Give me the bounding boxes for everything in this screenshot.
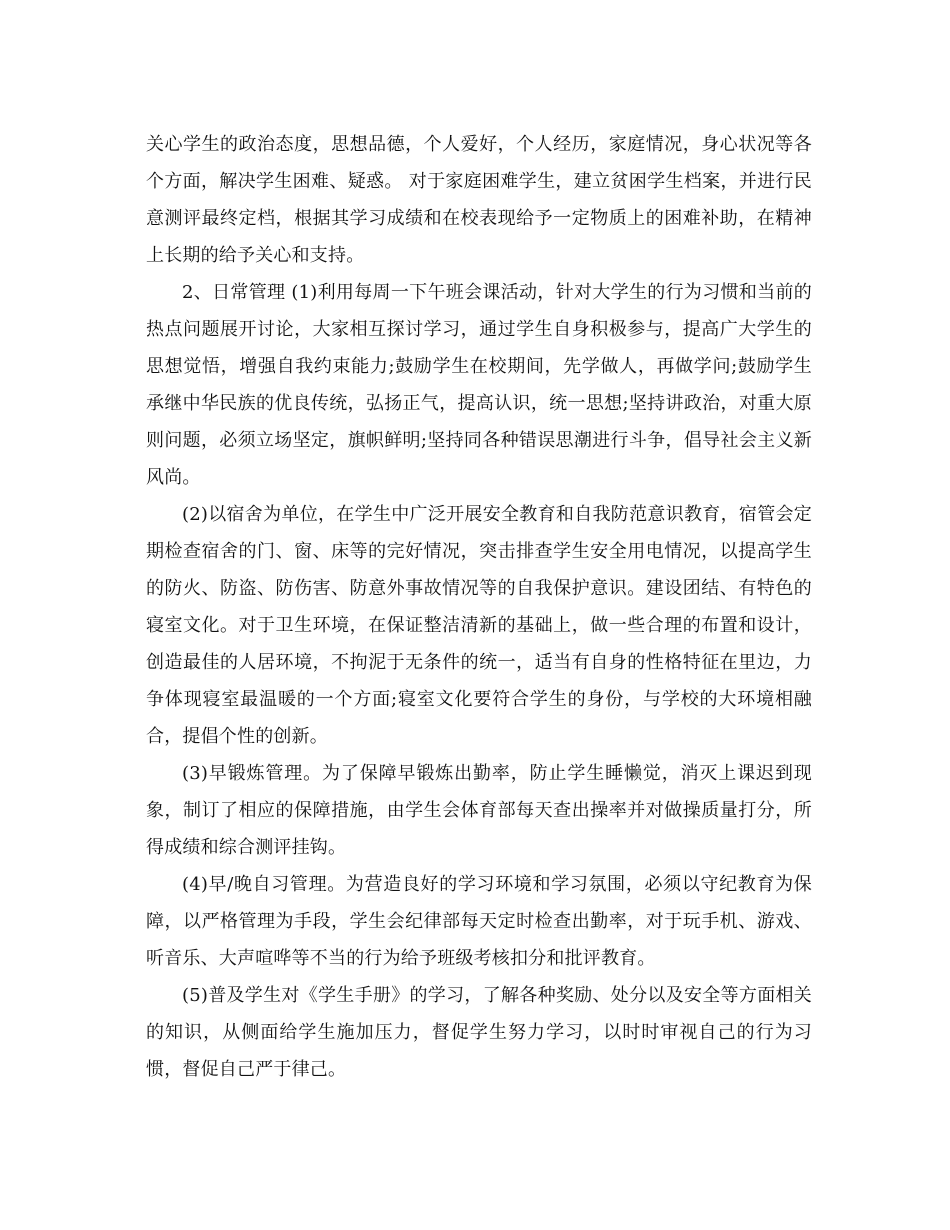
paragraph-dormitory: (2)以宿舍为单位，在学生中广泛开展安全教育和自我防范意识教育，宿管会定期检查宿舍的门、窗、床等的完好情况，突击排查学生安全用电情况，以提高学生的防火、防盗、防伤害、防意外事故情况等的自我保护意识。建设团结、有特色的寝室文化。对于卫生环境，在保证整洁清新的基础上，做一些合理的布置和设计，创造最佳的人居环境，不拘泥于无条件的统一，适当有自身的性格特征在里边，力争体现寝室最温暖的一个方面;寝室文化要符合学生的身份，与学校的大环境相融合，提倡个性的创新。: [146, 504, 812, 747]
paragraph-morning-exercise: (3)早锻炼管理。为了保障早锻炼出勤率，防止学生睡懒觉，消灭上课迟到现象，制订了相应的保障措施，由学生会体育部每天查出操率并对做操质量打分，所得成绩和综合测评挂钩。: [146, 763, 812, 858]
paragraph-continuation: 关心学生的政治态度，思想品德，个人爱好，个人经历，家庭情况，身心状况等各个方面，解决学生困难、疑惑。 对于家庭困难学生，建立贫困学生档案，并进行民意测评最终定档，根据其学习成绩和在校表现给予一定物质上的困难补助，在精神上长期的给予关心和支持。: [146, 134, 812, 266]
paragraph-self-study: (4)早/晚自习管理。为营造良好的学习环境和学习氛围，必须以守纪教育为保障，以严格管理为手段，学生会纪律部每天定时检查出勤率，对于玩手机、游戏、听音乐、大声喧哗等不当的行为给予班级考核扣分和批评教育。: [146, 874, 812, 969]
document-body: [146, 126, 812, 1088]
paragraph-daily-management: 2、日常管理 (1)利用每周一下午班会课活动，针对大学生的行为习惯和当前的热点问题展开讨论，大家相互探讨学习，通过学生自身积极参与，提高广大学生的思想觉悟，增强自我约束能力;鼓励学生在校期间，先学做人，再做学问;鼓励学生承继中华民族的优良传统，弘扬正气，提高认识，统一思想;坚持讲政治，对重大原则问题，必须立场坚定，旗帜鲜明;坚持同各种错误思潮进行斗争，倡导社会主义新风尚。: [146, 282, 812, 488]
paragraph-student-handbook: (5)普及学生对《学生手册》的学习，了解各种奖励、处分以及安全等方面相关的知识，从侧面给学生施加压力，督促学生努力学习，以时时审视自己的行为习惯，督促自己严于律己。: [146, 985, 812, 1080]
